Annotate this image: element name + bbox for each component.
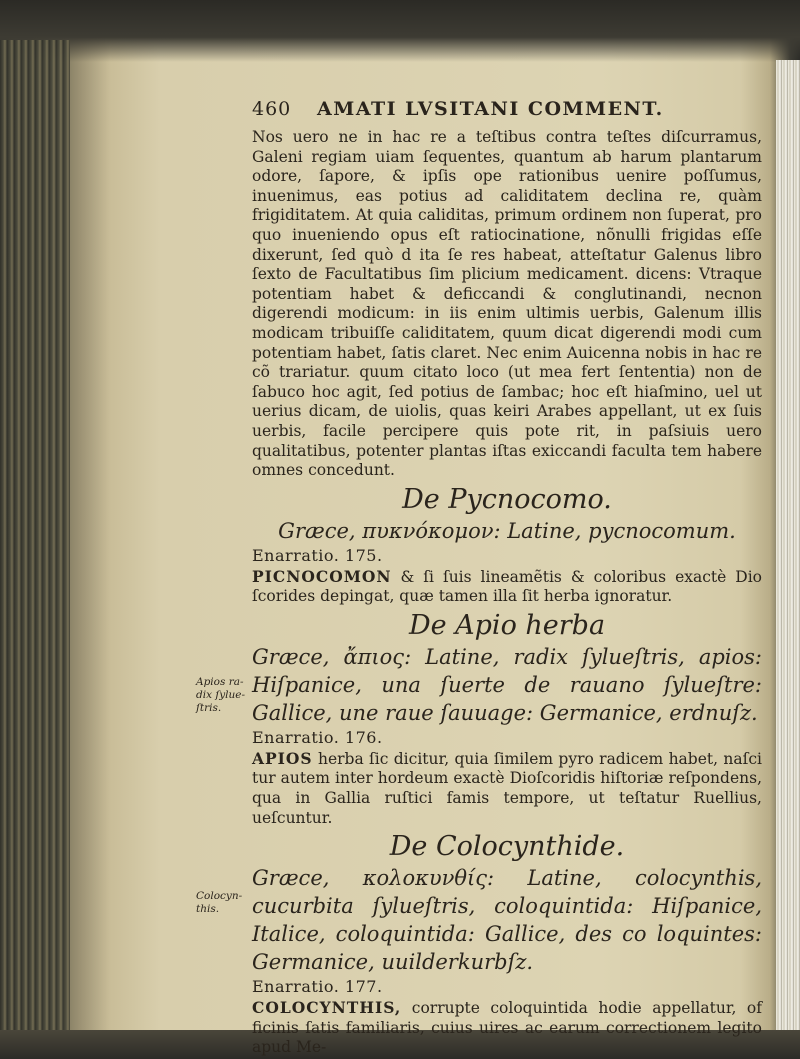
section-title-apio: De Apio herba (408, 609, 606, 641)
lead-word-picnocomon: PICNOCOMON (252, 566, 392, 586)
section-names-pycnocomo: Græce, πυκνόκομον: Latine, pycnocomum. (278, 518, 736, 543)
section-body-apio: herba ſic dicitur, quia ſimilem pyro radicem habet, naſci tur autem inter hordeum exactè Dioſcoridis hiſtoriæ reſpondens, qua in Gallia ruſtici famis tempore, ut teſtatur Ruellius, ueſcuntur. (252, 749, 762, 827)
page-body (252, 128, 762, 1058)
section-body-pycnocomo: & ſi ſuis lineamẽtis & coloribus exactè Dio ſcorides depingat, quæ tamen illa ſit herba ignoratur. (252, 567, 762, 606)
running-title: AMATI LVSITANI COMMENT. (317, 98, 664, 120)
section-title-colocynthide: De Colocynthide. (389, 831, 625, 863)
paragraph-1: Nos uero ne in hac re a teſtibus contra teſtes diſcurramus, Galeni regiam uiam ſequentes, quantum ab harum plantarum odore, ſapore, & ipſis ope rationibus uenire poſſumus, inuenimus, eas potius ad caliditatem declina re, quàm frigiditatem. At quia caliditas, primum ordinem non ſuperat, pro quo inueniendo opus eſt ratiocinatione, nõnulli frigidas eſſe dixerunt, ſed quò d ita ſe res habeat, atteſtatur Galenus libro ſexto de Facultatibus ſim plicium medicament. dicens: Vtraque potentiam habet & deficcandi & conglutinandi, necnon digerendi modicum: in iis enim ultimis uerbis, Galenum illis modicam tribuiſſe caliditatem, quum dicat digerendi modi cum potentiam habet, ſatis claret. Nec enim Auicenna nobis in hac re cõ trariatur. quum citato loco (ut mea fert ſententia) non de ſabuco hoc agit, ſed potius de ſambac; hoc eſt hiaſmino, uel ut uerius dicam, de uiolis, quas keiri Arabes appellant, ut ex ſuis uerbis, facile percipere quis pote rit, in paſsiuis uero qualitatibus, potenter plantas iſtas exiccandi faculta tem habere omnes concedunt. (252, 128, 762, 480)
section-text-colocynthide (252, 998, 762, 1058)
enarratio-176: Enarratio. 176. (252, 727, 383, 747)
enarratio-175: Enarratio. 175. (252, 545, 383, 565)
section-text-apio (252, 749, 762, 828)
section-text-pycnocomo (252, 567, 762, 607)
section-names-colocynthide: Græce, κολοκυνθίς: Latine, colocynthis, cucurbita ſylueſtris, coloquintida: Hiſpanice, Italice, coloquintida: Gallice, des co loquintes: Germanice, uuilderkurbſz. (252, 866, 762, 975)
section-body-colocynthide: corrupte coloquintida hodie appellatur, of ficinis ſatis familiaris, cuius uires ac earum correctionem legito apud Me- (252, 999, 762, 1057)
page-number: 460 (252, 98, 292, 120)
enarratio-177: Enarratio. 177. (252, 977, 383, 997)
running-header (252, 98, 772, 124)
margin-note-colocynthis: Colocyn- this. (196, 890, 243, 915)
lead-word-apios: APIOS (252, 748, 313, 768)
section-names-apio: Græce, ἄπιος: Latine, radix ſylueſtris, apios: Hiſpanice, una ſuerte de rauano ſylueſtre: Gallice, une raue ſauuage: Germanice, erdnuſz. (252, 644, 762, 725)
section-title-pycnocomo: De Pycnocomo. (402, 483, 612, 515)
margin-note-apios: Apios ra- dix ſylue- ſtris. (196, 676, 246, 714)
lead-word-colocynthis: COLOCYNTHIS, (252, 998, 402, 1018)
